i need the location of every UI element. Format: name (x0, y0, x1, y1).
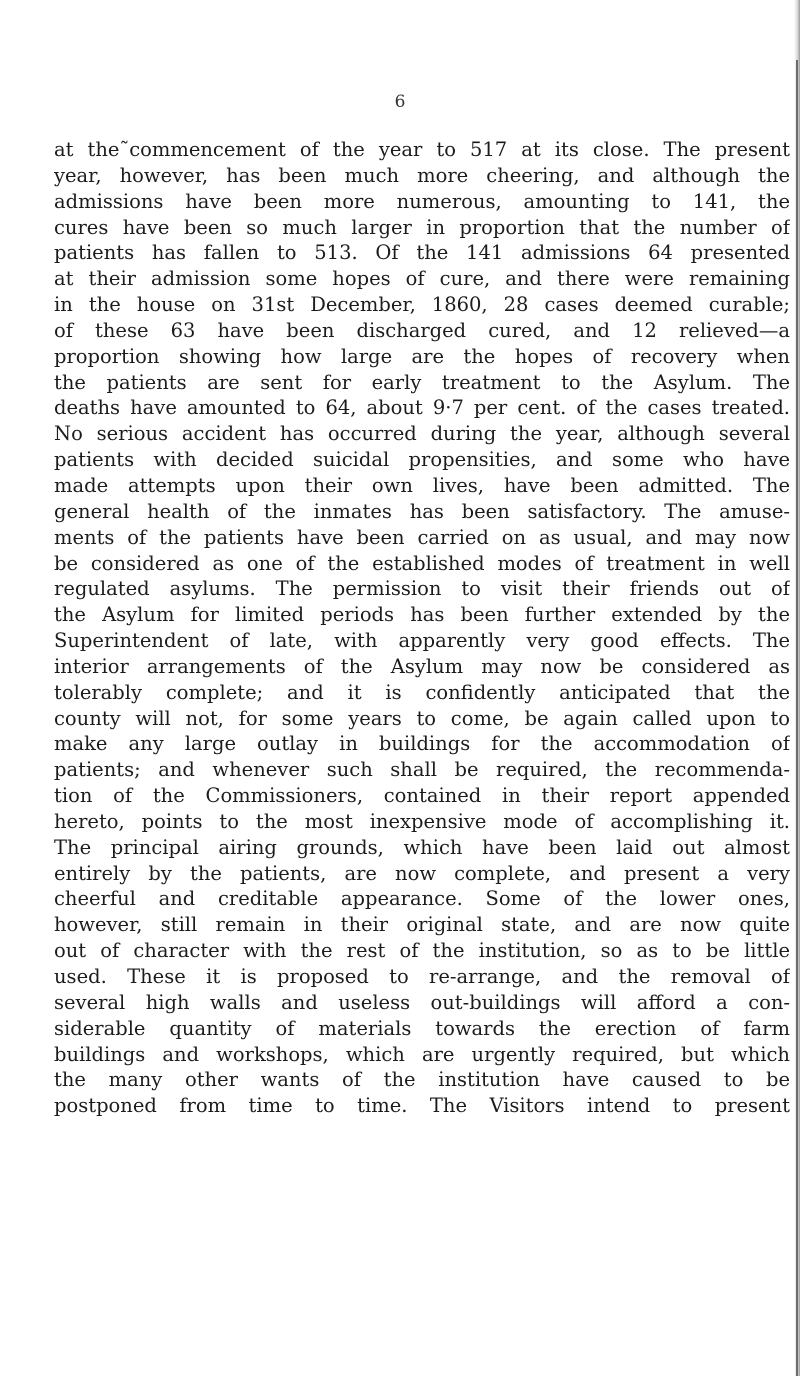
text-line: at the˜commencement of the year to 517 at its close. The present (54, 138, 790, 161)
text-line: the many other wants of the institution have caused to be (54, 1068, 790, 1092)
page-number: 6 (394, 92, 406, 112)
text-line: cheerful and creditable appearance. Some of the lower ones, (54, 887, 790, 911)
text-line: at their admission some hopes of cure, and there were remaining (54, 267, 790, 291)
text-line: year, however, has been much more cheering, and although the (54, 163, 790, 187)
text-line: make any large outlay in buildings for the accommodation of (54, 732, 790, 756)
text-line: the Asylum for limited periods has been further extended by the (54, 603, 790, 627)
text-line: tion of the Commissioners, contained in their report appended (54, 784, 790, 808)
text-line: several high walls and useless out-buildings will afford a con- (54, 990, 790, 1014)
text-line: siderable quantity of materials towards the erection of farm (54, 1016, 790, 1040)
text-line: No serious accident has occurred during the year, although several (54, 422, 790, 446)
text-line: proportion showing how large are the hopes of recovery when (54, 344, 790, 368)
text-line: admissions have been more numerous, amounting to 141, the (54, 189, 790, 213)
body-text (54, 137, 790, 1119)
text-line: ments of the patients have been carried on as usual, and may now (54, 525, 790, 549)
text-line: deaths have amounted to 64, about 9·7 per cent. of the cases treated. (54, 396, 790, 420)
text-line: out of character with the rest of the institution, so as to be little (54, 939, 790, 963)
text-line: made attempts upon their own lives, have been admitted. The (54, 473, 790, 497)
text-line: tolerably complete; and it is confidently anticipated that the (54, 680, 790, 704)
text-line: county will not, for some years to come, be again called upon to (54, 706, 790, 730)
text-line: of these 63 have been discharged cured, and 12 relieved—a (54, 318, 790, 342)
text-line: buildings and workshops, which are urgently required, but which (54, 1042, 790, 1066)
page-edge-line (796, 60, 798, 1376)
text-line: used. These it is proposed to re-arrange, and the removal of (54, 965, 790, 988)
text-line: Superintendent of late, with apparently very good effects. The (54, 629, 790, 653)
text-line: entirely by the patients, are now complete, and present a very (54, 861, 790, 885)
text-line: patients with decided suicidal propensities, and some who have (54, 448, 790, 472)
text-line: cures have been so much larger in proportion that the number of (54, 215, 790, 239)
text-line: postponed from time to time. The Visitors intend to present (54, 1094, 790, 1118)
text-line: The principal airing grounds, which have been laid out almost (54, 835, 790, 859)
text-line: the patients are sent for early treatment to the Asylum. The (54, 370, 790, 394)
text-line: in the house on 31st December, 1860, 28 cases deemed curable; (54, 293, 790, 317)
text-line: however, still remain in their original state, and are now quite (54, 913, 790, 937)
text-line: interior arrangements of the Asylum may now be considered as (54, 654, 790, 678)
text-line: regulated asylums. The permission to visit their friends out of (54, 577, 790, 601)
text-line: general health of the inmates has been satisfactory. The amuse- (54, 499, 790, 523)
text-line: hereto, points to the most inexpensive mode of accomplishing it. (54, 809, 790, 833)
text-line: patients has fallen to 513. Of the 141 admissions 64 presented (54, 241, 790, 265)
text-line: patients; and whenever such shall be required, the recommenda- (54, 758, 790, 782)
text-line: be considered as one of the established modes of treatment in well (54, 551, 790, 575)
